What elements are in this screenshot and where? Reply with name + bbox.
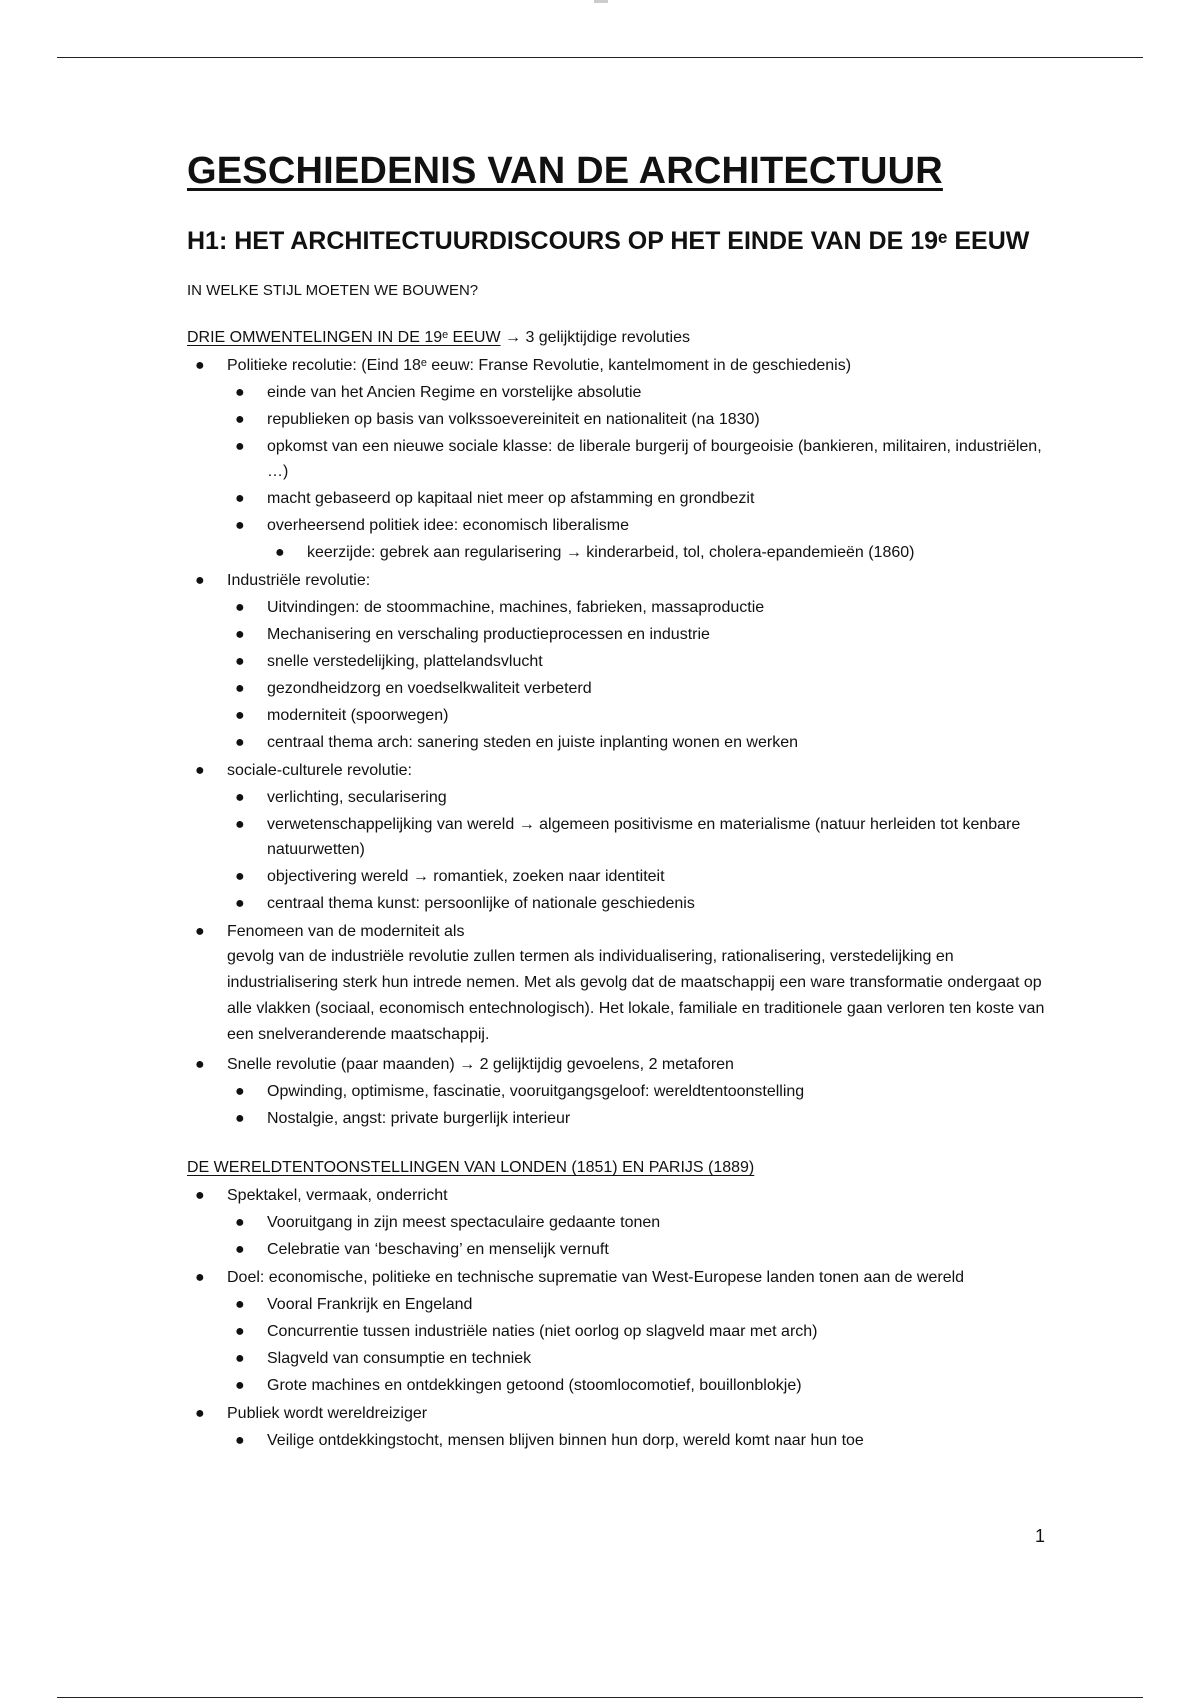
- list-item: ● Nostalgie, angst: private burgerlijk interieur: [187, 1106, 1067, 1131]
- bullet-icon: ●: [235, 517, 245, 534]
- bullet-icon: ●: [235, 384, 245, 401]
- list-item: ● Snelle revolutie (paar maanden) → 2 gelijktijdig gevoelens, 2 metaforen: [187, 1052, 1067, 1077]
- bullet-icon: ●: [235, 868, 245, 885]
- bullet-icon: ●: [235, 707, 245, 724]
- list-item: ● centraal thema kunst: persoonlijke of nationale geschiedenis: [187, 891, 1067, 916]
- list-item: ● Spektakel, vermaak, onderricht: [187, 1183, 1067, 1208]
- list-item: ● Concurrentie tussen industriële naties (niet oorlog op slagveld maar met arch): [187, 1319, 1067, 1344]
- list-item: ● keerzijde: gebrek aan regularisering → kinderarbeid, tol, cholera-epandemieën (1860): [187, 540, 1067, 565]
- list-item: ● Fenomeen van de moderniteit als: [187, 919, 1067, 944]
- list-item: ● objectivering wereld → romantiek, zoeken naar identiteit: [187, 864, 1067, 889]
- bullet-icon: ●: [235, 626, 245, 643]
- bullet-icon: ●: [195, 1187, 205, 1204]
- bullet-icon: ●: [235, 680, 245, 697]
- bullet-icon: ●: [195, 923, 205, 940]
- section-heading: [187, 1159, 1067, 1177]
- bullet-list: [187, 1183, 1067, 1453]
- list-item: ● Veilige ontdekkingstocht, mensen blijven binnen hun dorp, wereld komt naar hun toe: [187, 1428, 1067, 1453]
- header-rule: [57, 57, 1143, 58]
- bullet-icon: ●: [195, 1056, 205, 1073]
- section-revolutions: [187, 329, 1067, 1131]
- list-item: ● republieken op basis van volkssoevereiniteit en nationaliteit (na 1830): [187, 407, 1067, 432]
- bullet-icon: ●: [235, 895, 245, 912]
- bullet-icon: ●: [235, 1241, 245, 1258]
- bullet-icon: ●: [235, 653, 245, 670]
- list-item: ● centraal thema arch: sanering steden en juiste inplanting wonen en werken: [187, 730, 1067, 755]
- bullet-list: [187, 353, 1067, 944]
- list-item: ● Mechanisering en verschaling productieprocessen en industrie: [187, 622, 1067, 647]
- bullet-icon: ●: [235, 490, 245, 507]
- list-item: ● overheersend politiek idee: economisch liberalisme: [187, 513, 1067, 538]
- list-item: ● Slagveld van consumptie en techniek: [187, 1346, 1067, 1371]
- list-item: ● snelle verstedelijking, plattelandsvlucht: [187, 649, 1067, 674]
- list-item: ● verlichting, secularisering: [187, 785, 1067, 810]
- document-page: [187, 150, 1067, 1453]
- bullet-icon: ●: [275, 544, 285, 561]
- list-item: ● Opwinding, optimisme, fascinatie, vooruitgangsgeloof: wereldtentoonstelling: [187, 1079, 1067, 1104]
- bullet-icon: ●: [235, 1432, 245, 1449]
- list-item: ● Publiek wordt wereldreiziger: [187, 1401, 1067, 1426]
- bullet-icon: ●: [235, 1296, 245, 1313]
- section-heading-underlined: DE WERELDTENTOONSTELLINGEN VAN LONDEN (1851) EN PARIJS (1889): [187, 1159, 755, 1176]
- bullet-icon: ●: [235, 1214, 245, 1231]
- top-mark: [594, 0, 608, 3]
- bullet-icon: ●: [235, 789, 245, 806]
- list-item: ● Celebratie van ‘beschaving’ en menselijk vernuft: [187, 1237, 1067, 1262]
- list-item: ● Doel: economische, politieke en technische suprematie van West-Europese landen tonen aan de wereld: [187, 1265, 1067, 1290]
- list-item: ● macht gebaseerd op kapitaal niet meer op afstamming en grondbezit: [187, 486, 1067, 511]
- bullet-icon: ●: [235, 734, 245, 751]
- list-item: ● Grote machines en ontdekkingen getoond (stoomlocomotief, bouillonblokje): [187, 1373, 1067, 1398]
- bullet-icon: ●: [235, 438, 245, 455]
- list-item: ● verwetenschappelijking van wereld → algemeen positivisme en materialisme (natuur herleiden tot kenbare natuurwetten): [187, 812, 1067, 862]
- bullet-list: [187, 1052, 1067, 1131]
- section-heading: [187, 329, 1067, 347]
- section-world-exhibitions: [187, 1159, 1067, 1453]
- list-item: ● gezondheidzorg en voedselkwaliteit verbeterd: [187, 676, 1067, 701]
- list-item: ● sociale-culturele revolutie:: [187, 758, 1067, 783]
- section-heading-underlined: DRIE OMWENTELINGEN IN DE 19ᵉ EEUW: [187, 329, 501, 346]
- bullet-icon: ●: [195, 1269, 205, 1286]
- list-item: ● Industriële revolutie:: [187, 568, 1067, 593]
- footer-rule: [57, 1697, 1143, 1698]
- bullet-icon: ●: [195, 762, 205, 779]
- bullet-icon: ●: [235, 1350, 245, 1367]
- list-item: ● Vooruitgang in zijn meest spectaculaire gedaante tonen: [187, 1210, 1067, 1235]
- list-item: ● Politieke recolutie: (Eind 18ᵉ eeuw: Franse Revolutie, kantelmoment in de geschiedenis): [187, 353, 1067, 378]
- chapter-title: H1: HET ARCHITECTUURDISCOURS OP HET EINDE VAN DE 19ᵉ EEUW: [187, 227, 1030, 255]
- list-item: ● opkomst van een nieuwe sociale klasse: de liberale burgerij of bourgeoisie (bankieren, militairen, industriëlen, …): [187, 434, 1067, 484]
- bullet-icon: ●: [235, 599, 245, 616]
- bullet-icon: ●: [235, 1110, 245, 1127]
- list-item: ● moderniteit (spoorwegen): [187, 703, 1067, 728]
- chapter-question: IN WELKE STIJL MOETEN WE BOUWEN?: [187, 282, 479, 299]
- page-number: 1: [1035, 1526, 1046, 1546]
- modernity-paragraph: gevolg van de industriële revolutie zullen termen als individualisering, rationalisering, verstedelijking en industrialisering sterk hun intrede nemen. Met als gevolg dat de maatschappij een ware transformatie ondergaat op alle vlakken (sociaal, economisch entechnologisch). Het lokale, familiale en traditionele gaan verloren ten koste van een snelveranderende maatschappij.: [227, 948, 1045, 1043]
- bullet-icon: ●: [195, 1405, 205, 1422]
- bullet-icon: ●: [235, 411, 245, 428]
- bullet-icon: ●: [235, 1083, 245, 1100]
- list-item: ● einde van het Ancien Regime en vorstelijke absolutie: [187, 380, 1067, 405]
- bullet-icon: ●: [195, 357, 205, 374]
- list-item: ● Vooral Frankrijk en Engeland: [187, 1292, 1067, 1317]
- document-title: GESCHIEDENIS VAN DE ARCHITECTUUR: [187, 150, 943, 192]
- bullet-icon: ●: [195, 572, 205, 589]
- bullet-icon: ●: [235, 1377, 245, 1394]
- list-item: ● Uitvindingen: de stoommachine, machines, fabrieken, massaproductie: [187, 595, 1067, 620]
- bullet-icon: ●: [235, 1323, 245, 1340]
- bullet-icon: ●: [235, 816, 245, 833]
- section-heading-rest: → 3 gelijktijdige revoluties: [500, 329, 690, 346]
